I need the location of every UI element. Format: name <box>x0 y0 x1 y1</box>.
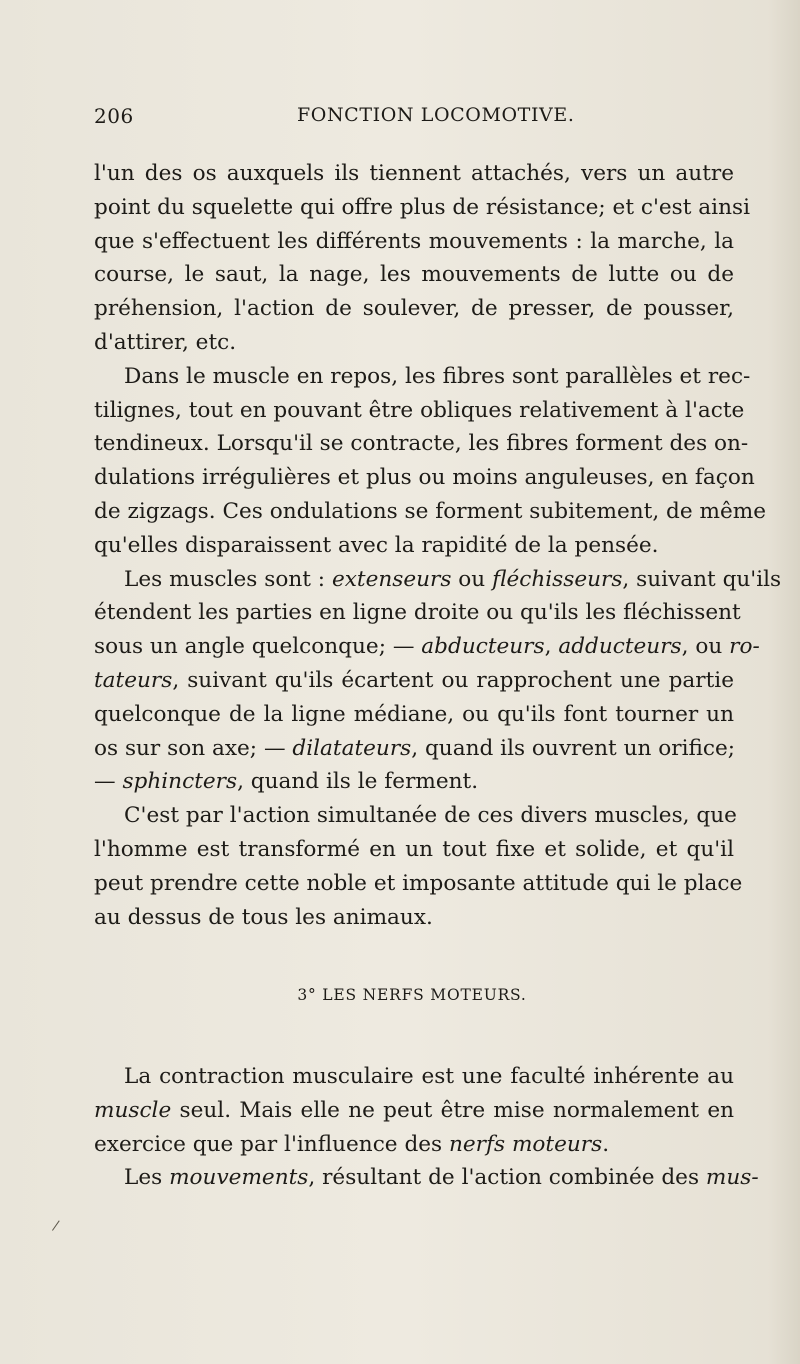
text-run: quelconque de la ligne médiane, ou qu'ils font tourner un <box>94 701 734 727</box>
section-heading: 3° LES NERFS MOTEURS. <box>297 986 527 1004</box>
italic-term: adducteurs <box>558 634 682 660</box>
text-run: os sur son axe; — <box>94 735 293 761</box>
text-run: seul. Mais elle ne peut être mise normalement en <box>171 1097 734 1123</box>
body-text-upper <box>94 157 782 934</box>
text-run: l'un des os auxquels ils tiennent attachés, vers un autre <box>94 161 734 186</box>
text-line <box>94 563 782 597</box>
text-line <box>94 1128 734 1162</box>
text-line <box>94 765 734 799</box>
text-run: , quand ils le ferment. <box>237 769 479 795</box>
text-line <box>94 157 734 191</box>
text-run: peut prendre cette noble et imposante attitude qui le place <box>94 870 743 896</box>
italic-term: fléchisseurs <box>492 566 623 592</box>
text-run: tilignes, tout en pouvant être obliques relativement à l'acte <box>94 397 745 423</box>
text-line <box>94 292 734 326</box>
text-run: tendineux. Lorsqu'il se contracte, les fibres forment des on- <box>94 431 749 457</box>
text-line <box>94 191 750 225</box>
text-run: . <box>602 1131 610 1157</box>
text-run: Les <box>124 1165 170 1191</box>
italic-term: tateurs <box>94 667 173 693</box>
text-line <box>94 698 734 732</box>
text-run: l'homme est transformé en un tout fixe et solide, et qu'il <box>94 836 734 862</box>
running-title: FONCTION LOCOMOTIVE. <box>297 104 575 126</box>
text-line <box>94 326 734 360</box>
stray-pencil-mark <box>52 1220 60 1231</box>
italic-term: sphincters <box>122 769 238 795</box>
text-line <box>94 495 767 529</box>
text-run: Les muscles sont : <box>124 566 332 592</box>
text-line <box>94 225 734 259</box>
text-line <box>94 664 734 698</box>
text-run: exercice que par l'influence des <box>94 1131 449 1157</box>
text-line <box>94 901 734 935</box>
page-header <box>94 104 734 134</box>
italic-term: dilatateurs <box>292 735 412 761</box>
text-run: C'est par l'action simultanée de ces divers muscles, que <box>124 803 737 829</box>
text-line <box>94 1161 759 1195</box>
text-line <box>94 732 734 766</box>
text-run: , <box>544 634 559 660</box>
text-line <box>94 867 743 901</box>
text-run: point du squelette qui offre plus de résistance; et c'est ainsi <box>94 194 750 220</box>
text-run: course, le saut, la nage, les mouvements de lutte ou de <box>94 262 734 288</box>
text-run: au dessus de tous les animaux. <box>94 904 433 930</box>
text-run: , ou <box>681 634 730 660</box>
text-line <box>94 1060 734 1094</box>
text-run: que s'effectuent les différents mouvements : la marche, la <box>94 228 734 254</box>
text-run: Dans le muscle en repos, les fibres sont parallèles et rec- <box>124 363 751 389</box>
italic-term: muscle <box>94 1097 172 1123</box>
text-run: étendent les parties en ligne droite ou qu'ils les fléchissent <box>94 600 741 626</box>
text-run: d'attirer, etc. <box>94 329 237 355</box>
text-line <box>94 461 755 495</box>
text-line <box>94 394 745 428</box>
text-line <box>94 427 749 461</box>
italic-term: nerfs moteurs <box>449 1131 603 1157</box>
page-number: 206 <box>94 104 134 128</box>
text-line <box>94 630 760 664</box>
text-line <box>94 596 741 630</box>
text-run: , suivant qu'ils écartent ou rapprochent une partie <box>172 667 734 693</box>
italic-term: abducteurs <box>421 634 545 660</box>
text-run: La contraction musculaire est une faculté inhérente au <box>124 1064 734 1089</box>
text-run: , suivant qu'ils <box>622 566 782 592</box>
text-run: qu'elles disparaissent avec la rapidité de la pensée. <box>94 532 659 558</box>
text-run: — <box>94 769 123 795</box>
text-line <box>94 799 737 833</box>
text-line <box>94 833 734 867</box>
text-run: sous un angle quelconque; — <box>94 634 422 660</box>
text-run: préhension, l'action de soulever, de presser, de pousser, <box>94 296 734 322</box>
text-run: de zigzags. Ces ondulations se forment subitement, de même <box>94 498 767 524</box>
text-line <box>94 360 751 394</box>
text-line <box>94 258 734 292</box>
text-run: ou <box>451 566 493 592</box>
italic-term: ro- <box>729 634 760 660</box>
body-text-lower <box>94 1060 759 1195</box>
text-line <box>94 1094 734 1128</box>
text-run: , quand ils ouvrent un orifice; <box>411 735 736 761</box>
text-run: dulations irrégulières et plus ou moins anguleuses, en façon <box>94 465 755 491</box>
italic-term: mus- <box>705 1165 759 1191</box>
italic-term: extenseurs <box>331 566 452 592</box>
italic-term: mouvements <box>169 1165 309 1191</box>
text-run: , résultant de l'action combinée des <box>308 1165 706 1191</box>
text-line <box>94 529 734 563</box>
